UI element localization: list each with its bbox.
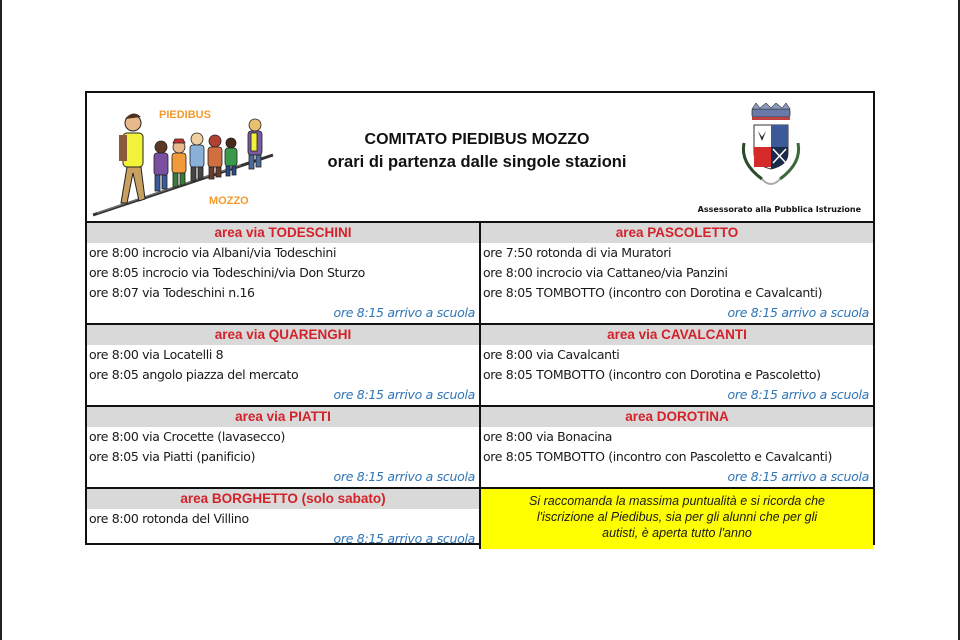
- stop-item: ore 8:05 angolo piazza del mercato: [89, 367, 299, 382]
- stop-item: ore 8:00 via Crocette (lavasecco): [89, 429, 285, 444]
- logo-mozzo-text: MOZZO: [209, 195, 249, 207]
- schedule-row-4: [87, 489, 873, 549]
- arrival-time: ore 8:15 arrivo a scuola: [727, 387, 869, 402]
- area-title: area DOROTINA: [481, 407, 873, 427]
- stop-item: ore 8:05 TOMBOTTO (incontro con Dorotina e Cavalcanti): [483, 285, 823, 300]
- stop-item: ore 8:05 TOMBOTTO (incontro con Pascoletto e Cavalcanti): [483, 449, 832, 464]
- piedibus-logo: [91, 103, 281, 218]
- area-dorotina: [481, 407, 873, 487]
- stop-item: ore 8:07 via Todeschini n.16: [89, 285, 255, 300]
- schedule-row-3: [87, 407, 873, 489]
- arrival-time: ore 8:15 arrivo a scuola: [333, 531, 475, 546]
- schedule-row-2: [87, 325, 873, 407]
- note-line-1: Si raccomanda la massima puntualità e si ricorda che: [529, 494, 825, 508]
- page-title: COMITATO PIEDIBUS MOZZO: [364, 131, 590, 148]
- stop-item: ore 8:00 incrocio via Albani/via Todeschini: [89, 245, 337, 260]
- arrival-time: ore 8:15 arrivo a scuola: [333, 387, 475, 402]
- schedule-document: [85, 91, 875, 545]
- document-header: [87, 93, 873, 223]
- note-line-2: l'iscrizione al Piedibus, sia per gli alunni che per gli: [536, 510, 818, 524]
- area-pascoletto: [481, 223, 873, 323]
- stop-item: ore 8:05 via Piatti (panificio): [89, 449, 256, 464]
- area-title: area via TODESCHINI: [87, 223, 479, 243]
- area-title: area BORGHETTO (solo sabato): [87, 489, 479, 509]
- area-title: area via PIATTI: [87, 407, 479, 427]
- stop-item: ore 8:05 TOMBOTTO (incontro con Dorotina e Pascoletto): [483, 367, 821, 382]
- area-title: area via CAVALCANTI: [481, 325, 873, 345]
- title-block: [277, 131, 677, 172]
- arrival-time: ore 8:15 arrivo a scuola: [727, 469, 869, 484]
- stop-item: ore 8:00 rotonda del Villino: [89, 511, 249, 526]
- arrival-time: ore 8:15 arrivo a scuola: [333, 305, 475, 320]
- note-line-3: autisti, è aperta tutto l'anno: [602, 526, 752, 540]
- arrival-time: ore 8:15 arrivo a scuola: [333, 469, 475, 484]
- area-piatti: [87, 407, 481, 487]
- area-title: area PASCOLETTO: [481, 223, 873, 243]
- page-edge-left: [0, 0, 2, 640]
- page-subtitle: orari di partenza dalle singole stazioni: [327, 153, 627, 171]
- reminder-note: [481, 489, 873, 549]
- area-title: area via QUARENGHI: [87, 325, 479, 345]
- stop-item: ore 8:00 via Bonacina: [483, 429, 613, 444]
- stop-item: ore 8:00 via Locatelli 8: [89, 347, 224, 362]
- area-borghetto: [87, 489, 481, 549]
- arrival-time: ore 8:15 arrivo a scuola: [727, 305, 869, 320]
- department-label: Assessorato alla Pubblica Istruzione: [697, 205, 861, 214]
- schedule-grid: [87, 223, 873, 549]
- stop-item: ore 7:50 rotonda di via Muratori: [483, 245, 672, 260]
- municipal-crest-icon: [732, 103, 812, 195]
- reminder-note-box: [481, 489, 873, 549]
- logo-piedibus-text: PIEDIBUS: [159, 109, 211, 121]
- schedule-row-1: [87, 223, 873, 325]
- stop-item: ore 8:00 via Cavalcanti: [483, 347, 620, 362]
- stop-item: ore 8:05 incrocio via Todeschini/via Don Sturzo: [89, 265, 365, 280]
- area-cavalcanti: [481, 325, 873, 405]
- area-todeschini: [87, 223, 481, 323]
- area-quarenghi: [87, 325, 481, 405]
- stop-item: ore 8:00 incrocio via Cattaneo/via Panzini: [483, 265, 728, 280]
